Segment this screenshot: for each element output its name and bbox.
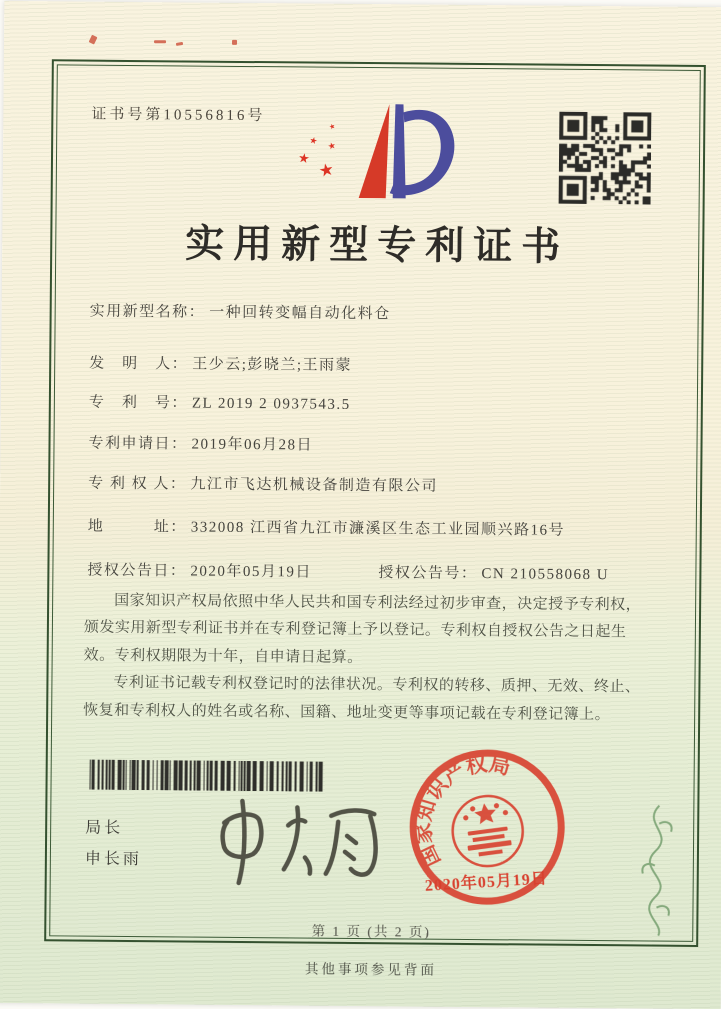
grant-number-label: 授权公告号：: [378, 565, 478, 583]
certificate-paper: [0, 1, 721, 1009]
field-value: 332008 江西省九江市濂溪区生态工业园顺兴路16号: [190, 519, 566, 539]
star-icon: ★: [316, 159, 336, 183]
commissioner-name: 申长雨: [84, 850, 142, 869]
scan-smudge: [176, 42, 183, 46]
field-value: 九江市飞达机械设备制造有限公司: [190, 476, 439, 495]
field-label: 发 明 人：: [89, 355, 189, 373]
legal-paragraph-2: 专利证书记载专利权登记时的法律状况。专利权的转移、质押、无效、终止、恢复和专利权人的姓名或名称、国籍、地址变更等事项记载在专利登记簿上。: [83, 675, 641, 723]
field-value: 王少云;彭晓兰;王雨蒙: [192, 356, 353, 374]
certificate-title: 实用新型专利证书: [185, 222, 570, 269]
scan-smudge: [154, 40, 166, 43]
seal-date: 2020年05月19日: [424, 870, 549, 895]
legal-paragraph-1: 国家知识产权局依照中华人民共和国专利法经过初步审查，决定授予专利权，颁发实用新型专利证书并在专利登记簿上予以登记。专利权自授权公告之日起生效。专利权期限为十年，自申请日起算。: [83, 592, 642, 666]
star-icon: ★: [327, 121, 337, 132]
scan-smudge: [232, 40, 237, 45]
field-label: 地 址：: [87, 518, 187, 536]
field-label: 专 利 权 人：: [88, 475, 187, 493]
star-icon: ★: [308, 135, 319, 148]
star-icon: ★: [326, 140, 338, 153]
certificate-number: 证书号第10556816号: [91, 106, 266, 125]
cnipa-patent-logo-icon: [285, 97, 466, 214]
field-value: 一种回转变幅自动化料仓: [209, 304, 391, 323]
back-note: 其他事项参见背面: [304, 961, 438, 978]
logo-p-graphic: [285, 97, 466, 214]
grant-date-label: 授权公告日：: [87, 562, 187, 580]
field-label: 专 利 号：: [88, 394, 188, 412]
shen-changyu-signature: [193, 785, 384, 895]
star-icon: ★: [296, 150, 311, 168]
field-label: 实用新型名称：: [89, 303, 206, 321]
field-value: ZL 2019 2 0937543.5: [191, 395, 351, 413]
field-label: 专利申请日：: [88, 435, 188, 453]
field-value: 2019年06月28日: [191, 436, 314, 454]
seal-text: 国家知识产权局: [410, 751, 513, 871]
legal-text: [83, 588, 656, 730]
grant-date-value: 2020年05月19日: [190, 563, 313, 581]
svg-text:国家知识产权局: [402, 748, 526, 872]
page-indicator: 第 1 页 (共 2 页): [311, 923, 432, 940]
corner-ornament-icon: [628, 801, 687, 940]
commissioner-title: 局长: [85, 819, 124, 837]
grant-number-value: CN 210558068 U: [481, 566, 610, 584]
scan-smudge: [89, 35, 98, 45]
qr-code: [559, 112, 652, 205]
